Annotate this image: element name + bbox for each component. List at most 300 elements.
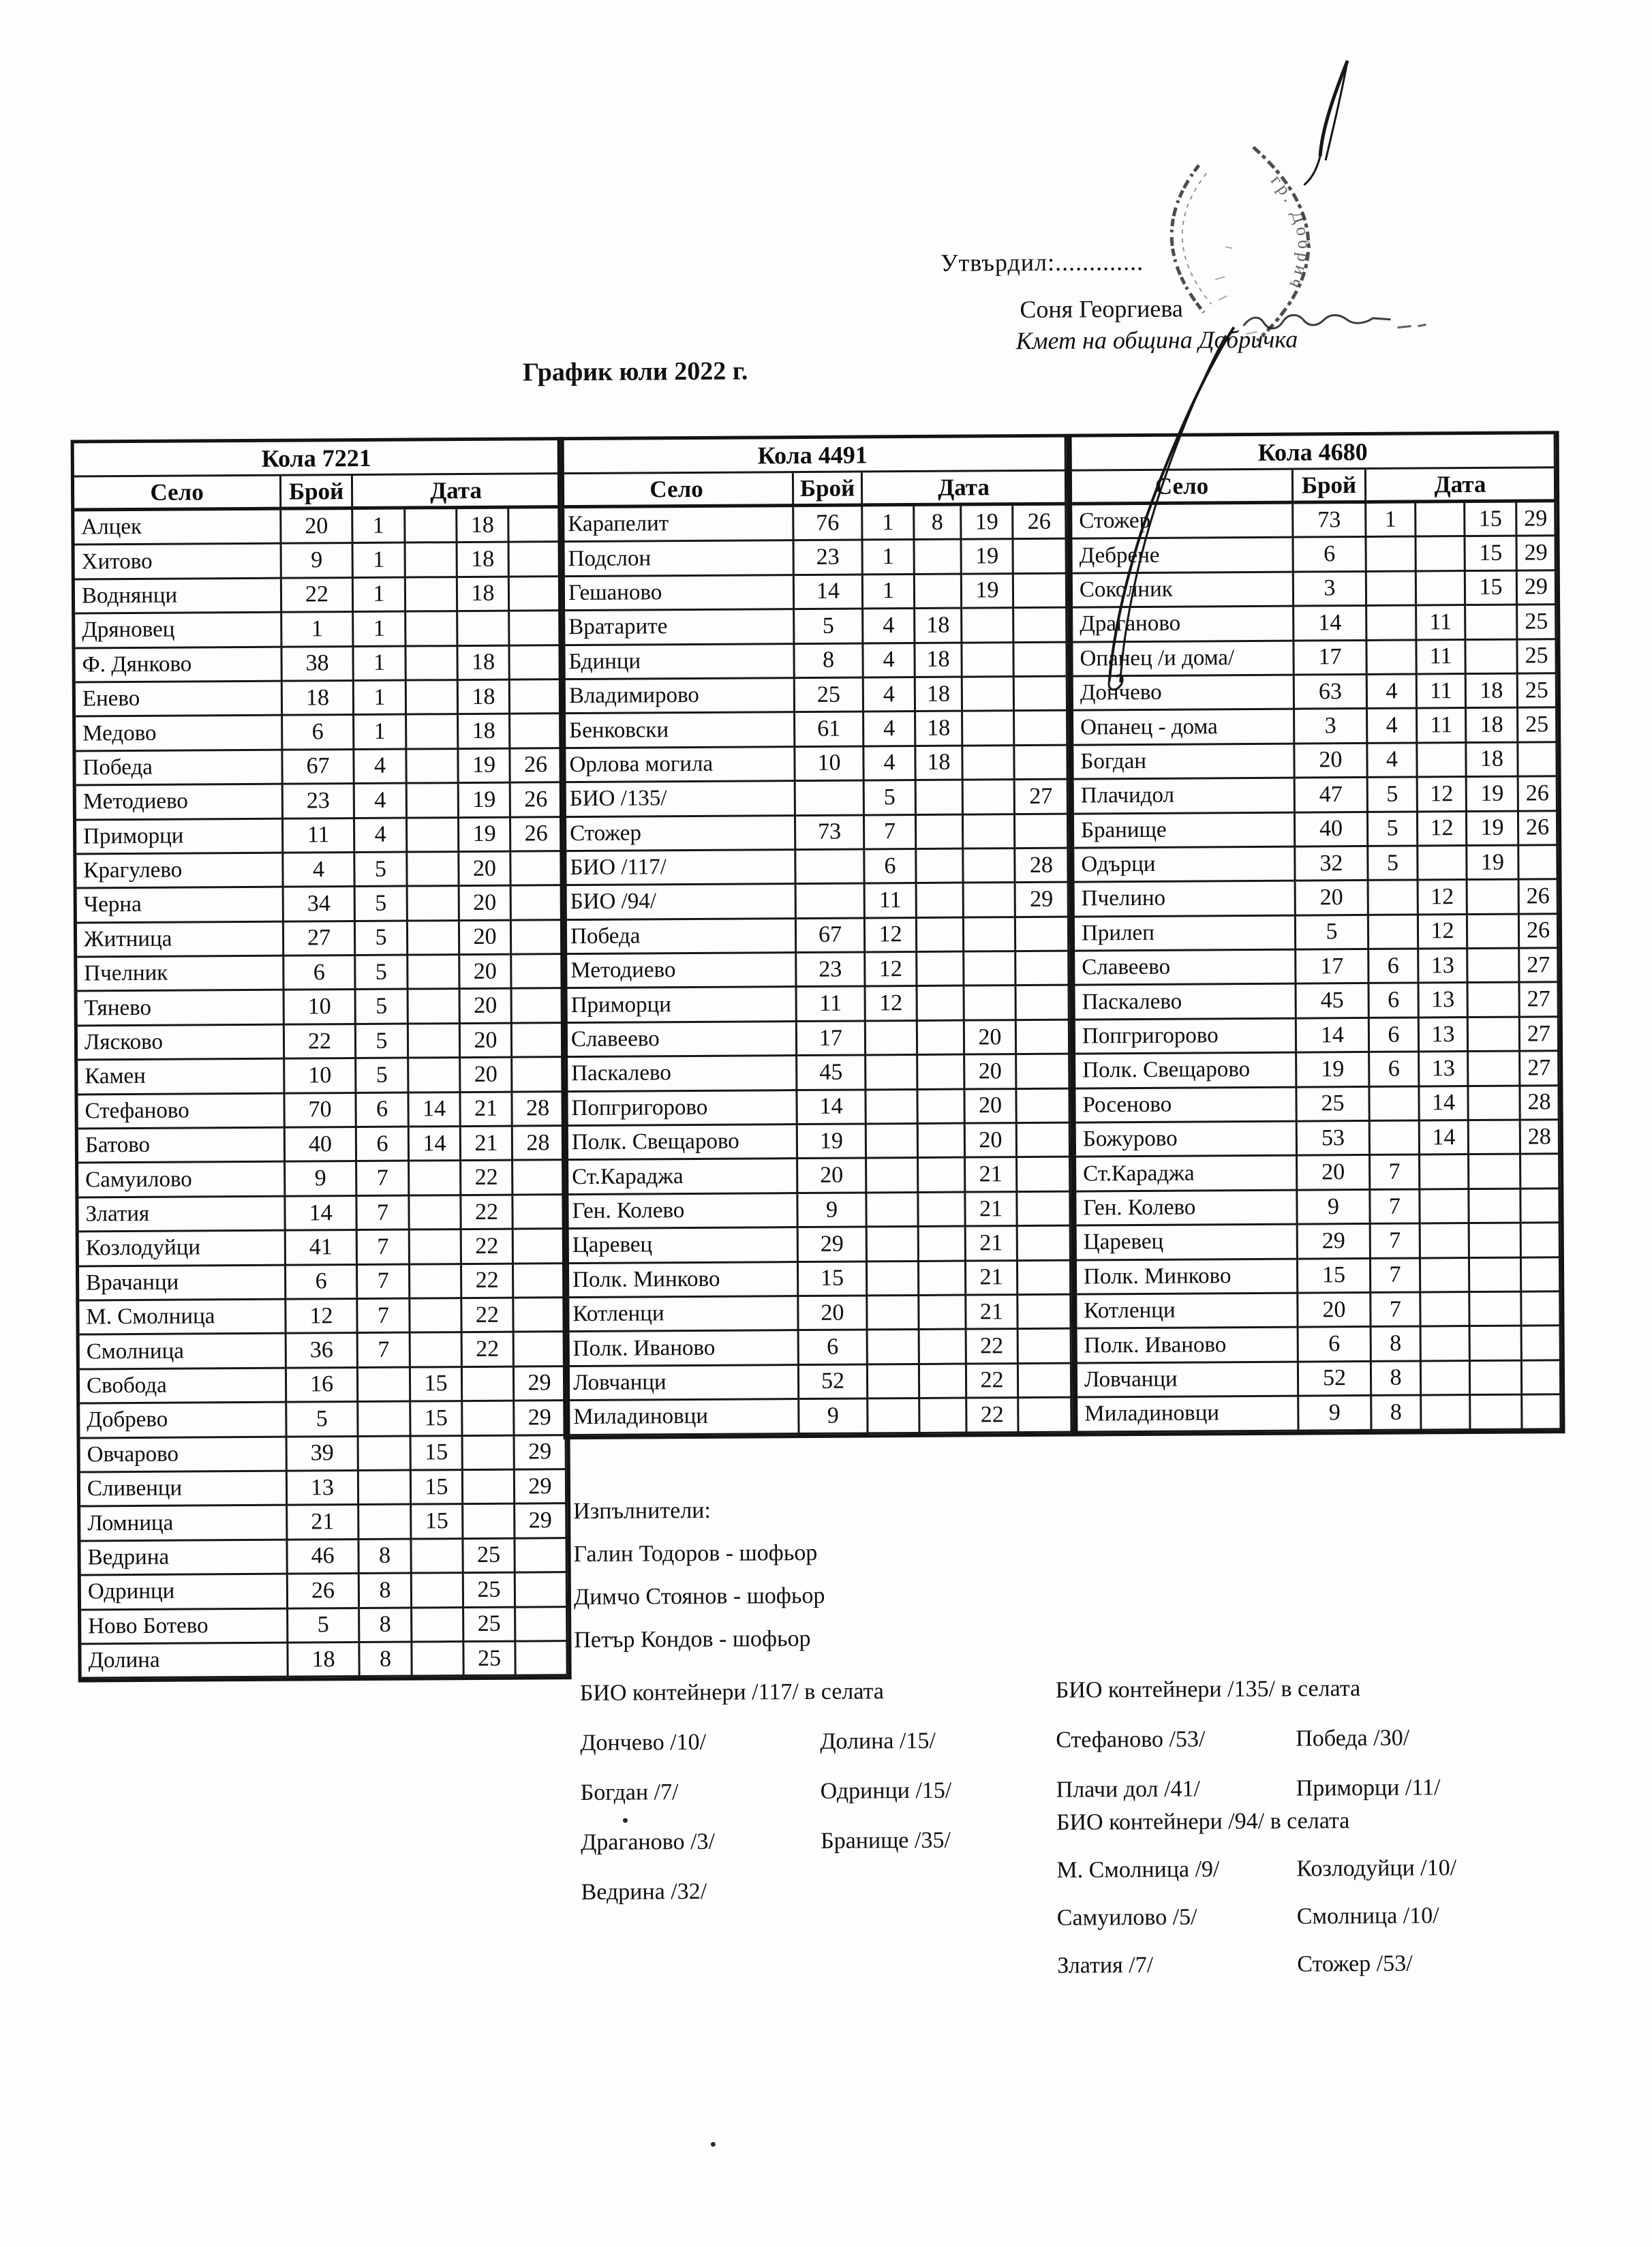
date-cell xyxy=(1016,952,1069,987)
date-cell: 13 xyxy=(1420,1052,1469,1087)
date-cell: 7 xyxy=(1371,1190,1420,1225)
count-cell: 16 xyxy=(287,1369,358,1403)
count-cell: 47 xyxy=(1296,778,1368,813)
date-cell: 4 xyxy=(863,644,915,679)
date-cell: 25 xyxy=(1518,640,1557,675)
date-cell xyxy=(516,1608,568,1642)
date-cell xyxy=(463,1471,515,1505)
date-cell xyxy=(1468,983,1520,1018)
date-cell: 22 xyxy=(462,1299,514,1334)
village-cell: Карапелит xyxy=(561,507,794,542)
vehicle-table-3 xyxy=(1069,431,1565,1436)
village-cell: Приморци xyxy=(564,988,797,1024)
date-cell: 5 xyxy=(356,956,408,991)
date-cell xyxy=(458,612,510,647)
village-cell: Ловчанци xyxy=(566,1366,799,1401)
stamp-inner-marks xyxy=(1215,247,1257,334)
date-cell: 11 xyxy=(1418,675,1467,709)
date-cell xyxy=(1017,1020,1070,1055)
date-cell: 5 xyxy=(356,887,408,922)
village-cell: Ведрина xyxy=(80,1540,288,1576)
date-cell: 15 xyxy=(411,1368,463,1403)
date-cell xyxy=(1014,540,1067,575)
village-cell: Полк. Свещарово xyxy=(1075,1054,1297,1089)
count-cell: 5 xyxy=(1296,916,1369,951)
date-cell xyxy=(409,1024,461,1059)
village-cell: Драганово xyxy=(1073,607,1294,643)
date-cell xyxy=(515,1333,566,1368)
date-cell xyxy=(1370,1087,1420,1122)
village-cell: Хитово xyxy=(75,545,282,580)
village-cell: Подслон xyxy=(562,541,795,577)
date-cell xyxy=(408,784,459,819)
date-cell xyxy=(1471,1361,1523,1396)
village-cell: Приморци xyxy=(76,819,284,855)
date-cell: 7 xyxy=(358,1300,410,1334)
date-cell xyxy=(509,508,561,543)
date-cell: 14 xyxy=(410,1127,461,1162)
date-cell: 15 xyxy=(411,1402,463,1437)
date-cell xyxy=(1017,986,1070,1021)
village-cell: Тянево xyxy=(78,991,285,1026)
date-cell xyxy=(408,921,460,956)
date-cell: 26 xyxy=(1520,915,1559,949)
date-cell xyxy=(510,577,562,612)
date-cell: 7 xyxy=(1371,1225,1421,1259)
date-cell xyxy=(1018,1261,1071,1296)
count-cell: 9 xyxy=(798,1193,867,1228)
date-cell: 26 xyxy=(1519,812,1558,846)
date-cell xyxy=(1523,1395,1561,1430)
village-cell: Методиево xyxy=(564,953,797,989)
village-cell: Бенковски xyxy=(562,713,795,748)
date-cell: 7 xyxy=(1371,1156,1420,1191)
date-cell xyxy=(1367,607,1417,641)
date-cell: 27 xyxy=(1015,780,1069,815)
date-cell: 29 xyxy=(515,1470,567,1505)
date-cell xyxy=(512,921,564,956)
date-cell xyxy=(358,1368,411,1403)
date-cell: 18 xyxy=(915,643,962,678)
pen-stroke-top xyxy=(1303,61,1348,185)
date-cell xyxy=(516,1642,568,1677)
date-cell xyxy=(964,883,1016,918)
date-cell: 25 xyxy=(1518,605,1557,640)
date-cell xyxy=(359,1471,412,1505)
date-cell xyxy=(1470,1293,1522,1328)
village-cell: Черна xyxy=(77,888,284,923)
col-village-header: Село xyxy=(1072,470,1294,506)
date-cell xyxy=(1470,1258,1522,1293)
date-cell xyxy=(868,1227,919,1262)
date-cell xyxy=(866,1090,918,1125)
date-cell xyxy=(410,1196,461,1231)
date-cell: 11 xyxy=(1418,709,1467,744)
date-cell xyxy=(510,611,562,646)
date-cell xyxy=(406,543,458,578)
date-cell xyxy=(1416,537,1465,572)
date-cell: 28 xyxy=(1521,1120,1560,1155)
date-cell: 25 xyxy=(1518,674,1557,709)
col-count-header: Брой xyxy=(794,472,863,507)
bio-entry: Дончево /10/ xyxy=(580,1729,707,1756)
date-cell xyxy=(514,1229,566,1264)
date-cell: 7 xyxy=(1371,1293,1421,1328)
date-cell xyxy=(408,853,459,887)
date-cell: 29 xyxy=(515,1504,567,1539)
approval-label: Утвърдил:............. xyxy=(940,247,1144,277)
count-cell: 5 xyxy=(795,610,863,645)
count-cell: 17 xyxy=(1296,950,1369,985)
count-cell: 23 xyxy=(284,784,355,819)
date-cell: 14 xyxy=(1420,1121,1469,1156)
date-cell: 11 xyxy=(1417,606,1466,641)
date-cell xyxy=(1019,1398,1072,1433)
village-cell: Победа xyxy=(564,919,797,955)
date-cell xyxy=(1418,846,1467,881)
date-cell xyxy=(410,1299,462,1334)
village-cell: Овчарово xyxy=(80,1437,288,1473)
village-cell: Росеново xyxy=(1075,1088,1297,1123)
date-cell: 29 xyxy=(1016,883,1069,918)
village-cell: Полк. Минково xyxy=(1077,1259,1298,1295)
date-cell xyxy=(463,1436,515,1471)
count-cell: 3 xyxy=(1294,572,1367,607)
date-cell xyxy=(1016,917,1069,952)
count-cell: 63 xyxy=(1295,675,1368,710)
vehicle-table-2 xyxy=(557,434,1076,1439)
date-cell xyxy=(1367,572,1417,607)
date-cell xyxy=(964,815,1015,850)
date-cell xyxy=(917,815,964,850)
village-cell: Батово xyxy=(78,1129,286,1164)
count-cell: 46 xyxy=(288,1540,359,1575)
date-cell: 25 xyxy=(463,1539,515,1574)
village-cell: Сливенци xyxy=(80,1472,288,1508)
village-cell: Миладиновци xyxy=(1077,1397,1299,1433)
date-cell xyxy=(919,1193,966,1227)
date-cell: 5 xyxy=(356,1024,409,1059)
date-cell: 19 xyxy=(459,784,511,819)
count-cell: 41 xyxy=(286,1231,358,1266)
date-cell xyxy=(867,1193,919,1228)
date-cell xyxy=(510,646,562,681)
bio-entry: Златия /7/ xyxy=(1057,1952,1154,1978)
svg-text:гр. Добрич xyxy=(1267,170,1315,294)
count-cell: 76 xyxy=(794,506,863,541)
date-cell xyxy=(1421,1259,1470,1294)
date-cell xyxy=(412,1574,464,1608)
village-cell: Дончево xyxy=(1073,676,1295,712)
col-date-header: Дата xyxy=(353,474,561,510)
date-cell: 28 xyxy=(513,1127,565,1161)
count-cell: 61 xyxy=(795,713,864,748)
date-cell: 1 xyxy=(863,506,915,541)
date-cell: 7 xyxy=(1371,1259,1421,1294)
date-cell xyxy=(962,609,1014,643)
date-cell xyxy=(513,990,564,1024)
count-cell: 15 xyxy=(1298,1259,1371,1294)
date-cell: 6 xyxy=(865,850,917,885)
count-cell: 11 xyxy=(797,988,866,1022)
date-cell: 7 xyxy=(357,1196,410,1231)
village-cell: Житница xyxy=(77,922,284,958)
village-cell: Паскалево xyxy=(564,1056,797,1092)
count-cell: 6 xyxy=(1299,1328,1372,1362)
date-cell: 8 xyxy=(360,1574,412,1609)
date-cell: 18 xyxy=(1467,675,1518,709)
count-cell: 4 xyxy=(284,853,355,888)
date-cell: 18 xyxy=(459,715,510,750)
date-cell: 19 xyxy=(1467,846,1519,881)
date-cell: 26 xyxy=(511,783,563,818)
bio-block-row xyxy=(1056,1844,1456,1895)
count-cell: 53 xyxy=(1298,1122,1371,1157)
count-cell: 73 xyxy=(1294,504,1366,538)
count-cell: 10 xyxy=(285,990,356,1025)
approver-name: Соня Георгиева xyxy=(1020,294,1183,324)
village-cell: Дебрене xyxy=(1073,538,1294,574)
date-cell xyxy=(1371,1122,1420,1157)
date-cell xyxy=(1018,1227,1071,1262)
bio-entry: Ведрина /32/ xyxy=(581,1878,707,1905)
date-cell xyxy=(1018,1296,1071,1330)
count-cell: 6 xyxy=(799,1331,868,1366)
village-cell: Камен xyxy=(78,1060,285,1095)
date-cell xyxy=(1015,814,1069,849)
village-cell: Ломница xyxy=(80,1506,288,1542)
date-cell xyxy=(1422,1396,1471,1431)
date-cell xyxy=(919,1262,966,1296)
date-cell xyxy=(409,990,461,1025)
document-title: График юли 2022 г. xyxy=(522,356,748,387)
village-cell: Воднянци xyxy=(75,579,282,614)
count-cell: 8 xyxy=(795,644,863,679)
date-cell: 19 xyxy=(459,818,511,853)
date-cell xyxy=(918,1090,965,1125)
village-cell: БИО /94/ xyxy=(564,885,797,920)
date-cell: 20 xyxy=(459,853,511,887)
count-cell: 73 xyxy=(796,816,865,851)
date-cell xyxy=(410,1265,462,1300)
date-cell: 19 xyxy=(459,749,510,784)
village-cell: Самуилово xyxy=(78,1163,286,1198)
date-cell xyxy=(513,1024,564,1058)
village-cell: Одърци xyxy=(1074,847,1296,883)
bio-block-row xyxy=(581,1816,952,1867)
date-cell xyxy=(919,1227,966,1262)
bio-block-row xyxy=(1056,1713,1440,1764)
date-cell: 4 xyxy=(864,712,916,747)
bio-entry: Приморци /11/ xyxy=(1296,1774,1441,1801)
date-cell: 25 xyxy=(464,1642,516,1677)
date-cell: 25 xyxy=(464,1608,516,1642)
village-cell: Крагулево xyxy=(76,854,284,889)
village-cell: Енево xyxy=(76,682,283,718)
village-cell: Ст.Караджа xyxy=(1076,1157,1298,1192)
date-cell xyxy=(920,1364,967,1399)
date-cell: 21 xyxy=(461,1092,513,1127)
count-cell: 9 xyxy=(282,544,354,579)
date-cell xyxy=(1421,1293,1470,1328)
date-cell xyxy=(1518,743,1557,778)
date-cell xyxy=(1018,1124,1071,1159)
village-cell: Стожер xyxy=(563,816,796,852)
col-date-header: Дата xyxy=(1366,468,1556,504)
bio-entry: Стожер /53/ xyxy=(1297,1951,1413,1977)
table-title: Кола 4491 xyxy=(561,438,1067,475)
village-cell: Орлова могила xyxy=(562,748,795,783)
count-cell: 52 xyxy=(799,1365,868,1400)
count-cell: 19 xyxy=(798,1125,867,1159)
date-cell: 29 xyxy=(1518,571,1557,606)
date-cell: 18 xyxy=(915,609,962,644)
date-cell xyxy=(1019,1364,1072,1398)
date-cell: 8 xyxy=(915,506,962,541)
date-cell: 12 xyxy=(1419,915,1468,950)
stamp-text: гр. Добрич xyxy=(1266,170,1315,295)
date-cell xyxy=(920,1399,967,1434)
count-cell: 18 xyxy=(288,1643,360,1678)
date-cell: 21 xyxy=(461,1127,513,1162)
date-cell: 7 xyxy=(358,1334,411,1369)
table-title: Кола 4680 xyxy=(1072,434,1556,471)
date-cell xyxy=(1522,1223,1561,1258)
date-cell: 18 xyxy=(916,678,963,713)
date-cell xyxy=(408,819,459,853)
executor-name: Димчо Стоянов - шофьор xyxy=(573,1583,825,1610)
date-cell: 28 xyxy=(513,1092,564,1127)
col-village-header: Село xyxy=(561,473,794,508)
village-cell: Стожер xyxy=(1072,504,1294,540)
col-count-header: Брой xyxy=(281,476,353,510)
count-cell: 38 xyxy=(282,647,354,682)
date-cell: 26 xyxy=(1013,506,1067,540)
date-cell: 4 xyxy=(354,750,407,784)
date-cell xyxy=(1417,572,1466,607)
date-cell xyxy=(1468,949,1520,984)
executor-name: Галин Тодоров - шофьор xyxy=(573,1540,818,1567)
ink-speck xyxy=(711,2142,716,2147)
village-cell: Алцек xyxy=(74,510,281,546)
village-cell: Стефаново xyxy=(78,1094,285,1129)
village-cell: Прилеп xyxy=(1075,916,1296,951)
date-cell: 26 xyxy=(1520,881,1559,915)
date-cell xyxy=(406,612,458,647)
date-cell xyxy=(407,681,459,716)
bio-containers-94-block xyxy=(1056,1797,1457,1990)
date-cell: 6 xyxy=(1369,950,1419,985)
count-cell: 9 xyxy=(286,1162,357,1197)
date-cell: 18 xyxy=(458,577,510,612)
bio-entry: М. Смолница /9/ xyxy=(1056,1856,1220,1883)
count-cell: 14 xyxy=(797,1090,866,1125)
date-cell: 8 xyxy=(1372,1396,1422,1431)
count-cell: 29 xyxy=(799,1228,868,1263)
date-cell: 22 xyxy=(462,1264,514,1299)
count-cell: 23 xyxy=(797,953,866,988)
date-cell: 4 xyxy=(864,747,916,782)
count-cell: 21 xyxy=(288,1505,359,1540)
date-cell xyxy=(463,1505,515,1540)
date-cell xyxy=(1018,1158,1071,1193)
bio-block-title: БИО контейнери /94/ в селата xyxy=(1056,1808,1350,1835)
date-cell: 20 xyxy=(965,1090,1017,1125)
count-cell: 20 xyxy=(1296,881,1369,916)
date-cell: 20 xyxy=(461,990,513,1024)
date-cell xyxy=(514,1264,566,1299)
count-cell: 20 xyxy=(798,1159,867,1194)
village-cell: Котленци xyxy=(566,1297,799,1332)
date-cell: 18 xyxy=(457,509,509,544)
date-cell xyxy=(513,1161,565,1196)
date-cell: 15 xyxy=(1465,537,1517,572)
signature-squiggle-dash xyxy=(1398,324,1426,327)
date-cell xyxy=(1015,677,1068,712)
date-cell: 18 xyxy=(1467,743,1518,778)
count-cell: 20 xyxy=(1295,744,1368,779)
count-cell: 34 xyxy=(284,887,356,922)
bio-entry: Стефаново /53/ xyxy=(1056,1726,1206,1753)
count-cell: 25 xyxy=(1297,1088,1370,1122)
date-cell: 25 xyxy=(464,1574,516,1608)
date-cell xyxy=(1014,574,1067,609)
date-cell: 5 xyxy=(355,853,408,887)
date-cell: 6 xyxy=(357,1128,410,1163)
count-cell: 22 xyxy=(285,1025,356,1060)
village-cell: Смолница xyxy=(80,1334,287,1370)
village-cell: Врачанци xyxy=(79,1266,286,1301)
village-cell: М. Смолница xyxy=(79,1300,286,1336)
date-cell xyxy=(1471,1396,1523,1431)
count-cell xyxy=(796,850,865,885)
date-cell: 4 xyxy=(1368,709,1418,744)
village-cell: Ст.Караджа xyxy=(565,1159,798,1195)
date-cell: 12 xyxy=(1418,812,1467,847)
date-cell xyxy=(1422,1327,1471,1362)
count-cell: 6 xyxy=(284,956,356,991)
count-cell: 14 xyxy=(286,1197,357,1232)
village-cell: Златия xyxy=(78,1197,286,1232)
village-cell: Бранище xyxy=(1074,813,1296,849)
count-cell: 11 xyxy=(284,819,355,854)
date-cell: 8 xyxy=(360,1642,412,1677)
date-cell: 1 xyxy=(863,575,915,610)
date-cell xyxy=(412,1642,464,1677)
date-cell: 22 xyxy=(967,1398,1019,1433)
count-cell: 22 xyxy=(282,579,354,613)
date-cell: 19 xyxy=(962,506,1013,540)
date-cell xyxy=(919,1159,966,1193)
date-cell xyxy=(867,1125,919,1159)
date-cell xyxy=(406,647,458,682)
date-cell: 8 xyxy=(1372,1328,1422,1362)
village-cell: Победа xyxy=(76,750,283,786)
bio-block-row xyxy=(581,1865,952,1917)
count-cell: 39 xyxy=(288,1437,359,1472)
village-cell: БИО /117/ xyxy=(563,851,796,886)
date-cell: 12 xyxy=(866,953,917,988)
village-cell: Царевец xyxy=(1077,1225,1298,1261)
bio-block-row xyxy=(580,1716,951,1768)
date-cell: 1 xyxy=(1366,503,1416,538)
count-cell: 14 xyxy=(795,575,863,610)
date-cell: 5 xyxy=(356,990,409,1025)
date-cell: 28 xyxy=(1015,849,1069,884)
date-cell xyxy=(965,987,1017,1022)
count-cell: 5 xyxy=(288,1608,360,1643)
date-cell: 15 xyxy=(1466,571,1518,606)
